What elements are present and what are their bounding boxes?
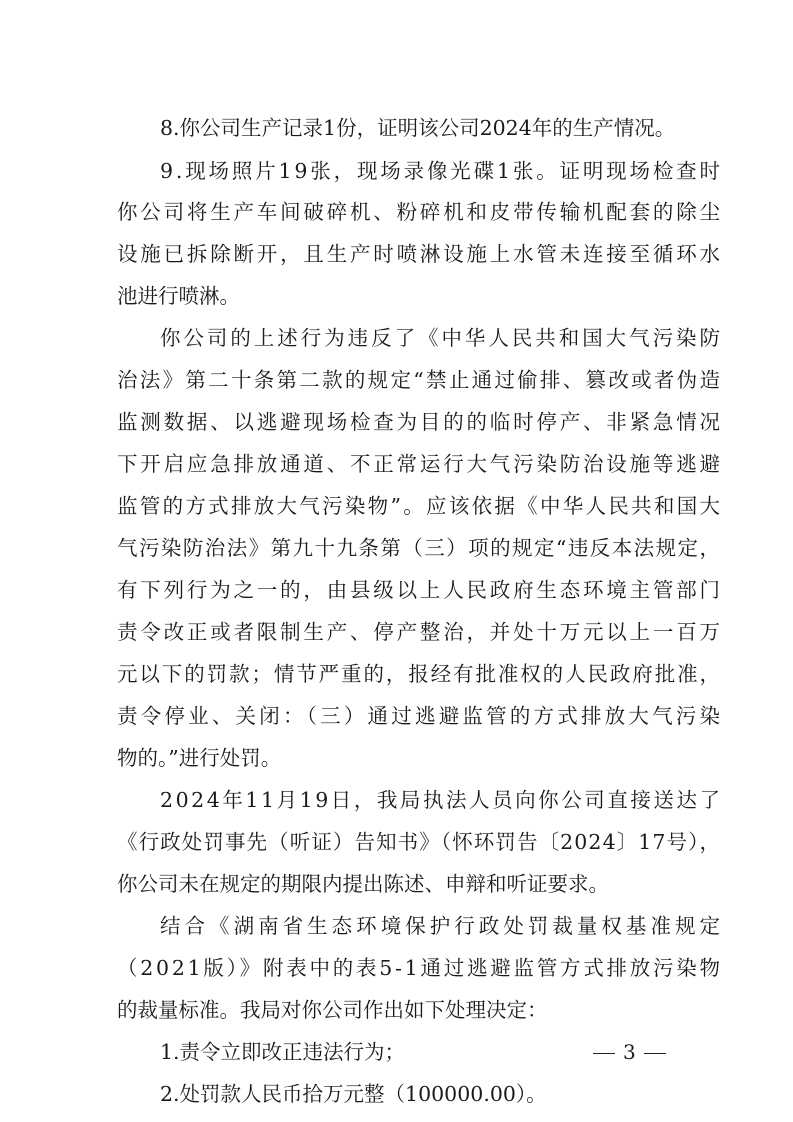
text-line: （2021版）》附表中的表5-1通过逃避监管方式排放污染物 [117,956,723,980]
text-line: 9.现场照片19张，现场录像光碟1张。证明现场检查时 [160,159,723,183]
text-line: 责令停业、关闭：（三）通过逃避监管的方式排放大气污染 [117,704,724,728]
text-line: 下开启应急排放通道、不正常运行大气污染防治设施等逃避 [117,452,723,476]
text-line: 气污染防治法》第九十九条第（三）项的规定“违反本法规定， [117,536,722,560]
text-line: 元以下的罚款；情节严重的，报经有批准权的人民政府批准， [117,662,722,686]
text-line: 8.你公司生产记录1份，证明该公司2024年的生产情况。 [160,116,676,140]
text-line: 责令改正或者限制生产、停产整治，并处十万元以上一百万 [117,620,723,644]
text-line: 《行政处罚事先（听证）告知书》（怀环罚告〔2024〕17号）， [117,830,722,854]
text-line: 治法》第二十条第二款的规定“禁止通过偷排、篡改或者伪造 [117,368,723,392]
text-line: 有下列行为之一的，由县级以上人民政府生态环境主管部门 [117,578,723,602]
text-line: 1.责令立即改正违法行为； [160,1040,406,1064]
text-line: 你公司的上述行为违反了《中华人民共和国大气污染防 [160,326,723,350]
text-line: 池进行喷淋。 [117,284,240,308]
page-number [585,1038,674,1066]
dash-left [593,1053,615,1054]
text-line: 你公司未在规定的期限内提出陈述、申辩和听证要求。 [117,872,609,896]
page-number-value: 3 [623,1040,636,1064]
text-line: 设施已拆除断开，且生产时喷淋设施上水管未连接至循环水 [117,242,723,266]
text-line: 监管的方式排放大气污染物”。应该依据《中华人民共和国大 [117,494,723,518]
text-line: 你公司将生产车间破碎机、粉碎机和皮带传输机配套的除尘 [117,200,723,224]
text-line: 2024年11月19日，我局执法人员向你公司直接送达了 [160,788,723,812]
text-line: 2.处罚款人民币拾万元整（100000.00）。 [160,1082,547,1106]
text-line: 的裁量标准。我局对你公司作出如下处理决定： [117,998,548,1022]
text-line: 结合《湖南省生态环境保护行政处罚裁量权基准规定 [160,914,725,938]
dash-right [644,1053,666,1054]
text-line: 物的。”进行处罚。 [117,746,282,770]
text-line: 监测数据、以逃避现场检查为目的的临时停产、非紧急情况 [117,410,723,434]
